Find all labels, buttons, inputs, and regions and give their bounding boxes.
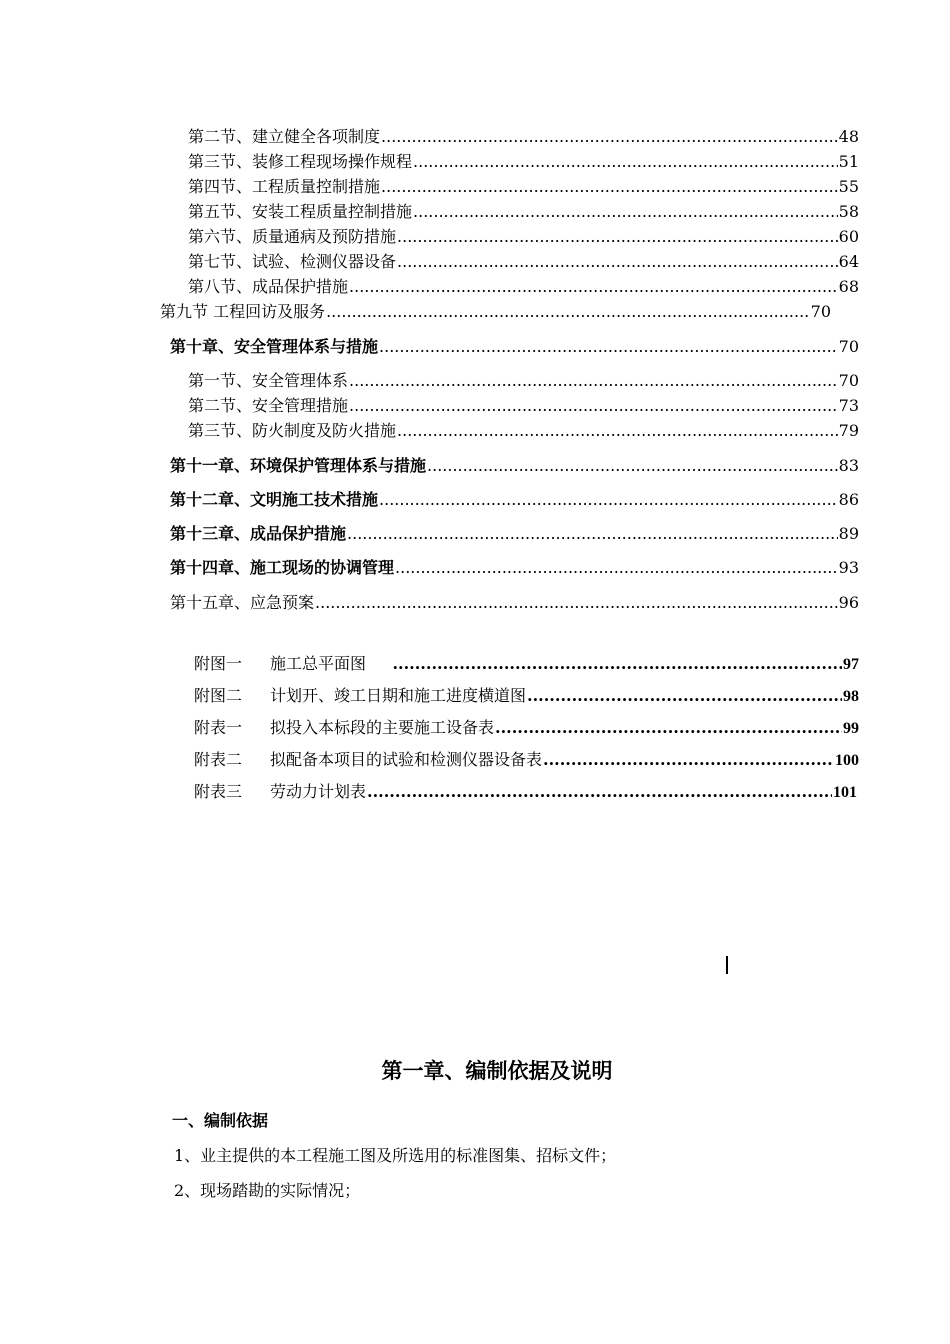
toc-leader-dots bbox=[367, 782, 832, 802]
toc-leader-dots bbox=[543, 750, 834, 770]
toc-page-number: 55 bbox=[838, 177, 859, 196]
toc-appendix-title-group bbox=[194, 782, 366, 802]
toc-entry-title: 第十二章、文明施工技术措施 bbox=[170, 490, 379, 509]
toc-page-number: 83 bbox=[838, 456, 859, 475]
toc-page-number: 93 bbox=[838, 558, 859, 577]
toc-appendix-title-group bbox=[194, 750, 542, 770]
toc-leader-dots bbox=[397, 252, 838, 272]
toc-leader-dots bbox=[379, 337, 838, 357]
toc-entry-title: 第十五章、应急预案 bbox=[170, 593, 315, 612]
toc-page-number: 64 bbox=[838, 252, 859, 271]
toc-leader-dots bbox=[427, 456, 838, 476]
toc-page-number: 70 bbox=[810, 302, 831, 321]
toc-appendix-entry[interactable] bbox=[194, 654, 859, 675]
toc-appendix-entry[interactable] bbox=[194, 750, 859, 771]
toc-entry[interactable] bbox=[188, 277, 859, 297]
toc-leader-dots bbox=[527, 686, 842, 706]
toc-appendix-entry[interactable] bbox=[194, 686, 859, 707]
toc-entry-title: 第八节、成品保护措施 bbox=[188, 277, 349, 296]
toc-entry-title: 第十三章、成品保护措施 bbox=[170, 524, 347, 543]
toc-entry-title: 第一节、安全管理体系 bbox=[188, 371, 349, 390]
toc-entry[interactable] bbox=[188, 396, 859, 416]
toc-entry[interactable] bbox=[188, 421, 859, 441]
section-heading: 一、编制依据 bbox=[172, 1111, 269, 1130]
toc-entry[interactable] bbox=[188, 227, 859, 247]
toc-page-number: 101 bbox=[833, 784, 857, 801]
toc-leader-dots bbox=[397, 227, 838, 247]
appendix-title: 计划开、竣工日期和施工进度横道图 bbox=[270, 686, 527, 705]
toc-page-number: 86 bbox=[838, 490, 859, 509]
toc-leader-dots bbox=[326, 302, 810, 322]
toc-leader-dots bbox=[349, 277, 838, 297]
toc-page-number: 51 bbox=[838, 152, 859, 171]
toc-entry-title: 第二节、安全管理措施 bbox=[188, 396, 349, 415]
appendix-title: 拟投入本标段的主要施工设备表 bbox=[270, 718, 495, 737]
toc-entry-title: 第十四章、施工现场的协调管理 bbox=[170, 558, 395, 577]
toc-page-number: 60 bbox=[838, 227, 859, 246]
toc-chapter-entry[interactable] bbox=[170, 337, 859, 357]
toc-page-number: 48 bbox=[838, 127, 859, 146]
toc-appendix-entry[interactable] bbox=[194, 782, 857, 803]
toc-entry-title: 第十一章、环境保护管理体系与措施 bbox=[170, 456, 427, 475]
toc-page-number: 98 bbox=[843, 688, 859, 705]
appendix-title: 施工总平面图 bbox=[270, 654, 367, 673]
toc-page-number: 68 bbox=[838, 277, 859, 296]
toc-chapter-entry[interactable] bbox=[170, 558, 859, 578]
toc-entry[interactable] bbox=[188, 177, 859, 197]
toc-appendix-title-group bbox=[194, 718, 494, 738]
toc-page-number: 99 bbox=[843, 720, 859, 737]
toc-entry-title: 第二节、建立健全各项制度 bbox=[188, 127, 381, 146]
appendix-label: 附图一 bbox=[194, 654, 243, 673]
toc-leader-dots bbox=[397, 421, 838, 441]
toc-leader-dots bbox=[381, 127, 838, 147]
list-item: 1、业主提供的本工程施工图及所选用的标准图集、招标文件； bbox=[174, 1146, 617, 1165]
toc-page-number: 79 bbox=[838, 421, 859, 440]
text-cursor-mark bbox=[726, 956, 728, 974]
toc-entry-title: 第十章、安全管理体系与措施 bbox=[170, 337, 379, 356]
toc-chapter-entry[interactable] bbox=[170, 524, 859, 544]
toc-leader-dots bbox=[349, 396, 838, 416]
toc-page-number: 70 bbox=[838, 371, 859, 390]
toc-entry[interactable] bbox=[188, 127, 859, 147]
toc-entry[interactable] bbox=[188, 252, 859, 272]
appendix-title: 拟配备本项目的试验和检测仪器设备表 bbox=[270, 750, 543, 769]
toc-entry-title: 第九节 工程回访及服务 bbox=[160, 302, 326, 321]
toc-entry-title: 第七节、试验、检测仪器设备 bbox=[188, 252, 397, 271]
toc-leader-dots bbox=[392, 654, 842, 674]
toc-appendix-title-group bbox=[194, 654, 391, 674]
appendix-label: 附表二 bbox=[194, 750, 243, 769]
toc-leader-dots bbox=[413, 152, 838, 172]
toc-leader-dots bbox=[347, 524, 838, 544]
toc-entry[interactable] bbox=[188, 152, 859, 172]
toc-page-number: 70 bbox=[838, 337, 859, 356]
toc-entry-title: 第六节、质量通病及预防措施 bbox=[188, 227, 397, 246]
toc-entry-title: 第五节、安装工程质量控制措施 bbox=[188, 202, 413, 221]
toc-page-number: 73 bbox=[838, 396, 859, 415]
toc-leader-dots bbox=[381, 177, 838, 197]
toc-appendix-entry[interactable] bbox=[194, 718, 859, 739]
toc-page-number: 100 bbox=[835, 752, 859, 769]
toc-leader-dots bbox=[495, 718, 842, 738]
appendix-title: 劳动力计划表 bbox=[270, 782, 367, 801]
toc-entry-title: 第四节、工程质量控制措施 bbox=[188, 177, 381, 196]
toc-appendix-title-group bbox=[194, 686, 526, 706]
appendix-label: 附图二 bbox=[194, 686, 243, 705]
toc-page-number: 58 bbox=[838, 202, 859, 221]
toc-leader-dots bbox=[395, 558, 838, 578]
chapter-heading: 第一章、编制依据及说明 bbox=[381, 1059, 613, 1083]
toc-page-number: 96 bbox=[838, 593, 859, 612]
list-item: 2、现场踏勘的实际情况； bbox=[174, 1181, 361, 1200]
appendix-label: 附表三 bbox=[194, 782, 243, 801]
appendix-label: 附表一 bbox=[194, 718, 243, 737]
toc-page-number: 89 bbox=[838, 524, 859, 543]
toc-leader-dots bbox=[315, 593, 838, 613]
toc-entry-title: 第三节、装修工程现场操作规程 bbox=[188, 152, 413, 171]
toc-entry[interactable] bbox=[160, 302, 831, 322]
toc-chapter-entry[interactable] bbox=[170, 490, 859, 510]
toc-entry-title: 第三节、防火制度及防火措施 bbox=[188, 421, 397, 440]
toc-leader-dots bbox=[349, 371, 838, 391]
toc-leader-dots bbox=[413, 202, 838, 222]
toc-page-number: 97 bbox=[843, 656, 859, 673]
toc-chapter-entry[interactable] bbox=[170, 593, 859, 613]
toc-entry[interactable] bbox=[188, 371, 859, 391]
toc-entry[interactable] bbox=[188, 202, 859, 222]
toc-chapter-entry[interactable] bbox=[170, 456, 859, 476]
toc-leader-dots bbox=[379, 490, 838, 510]
